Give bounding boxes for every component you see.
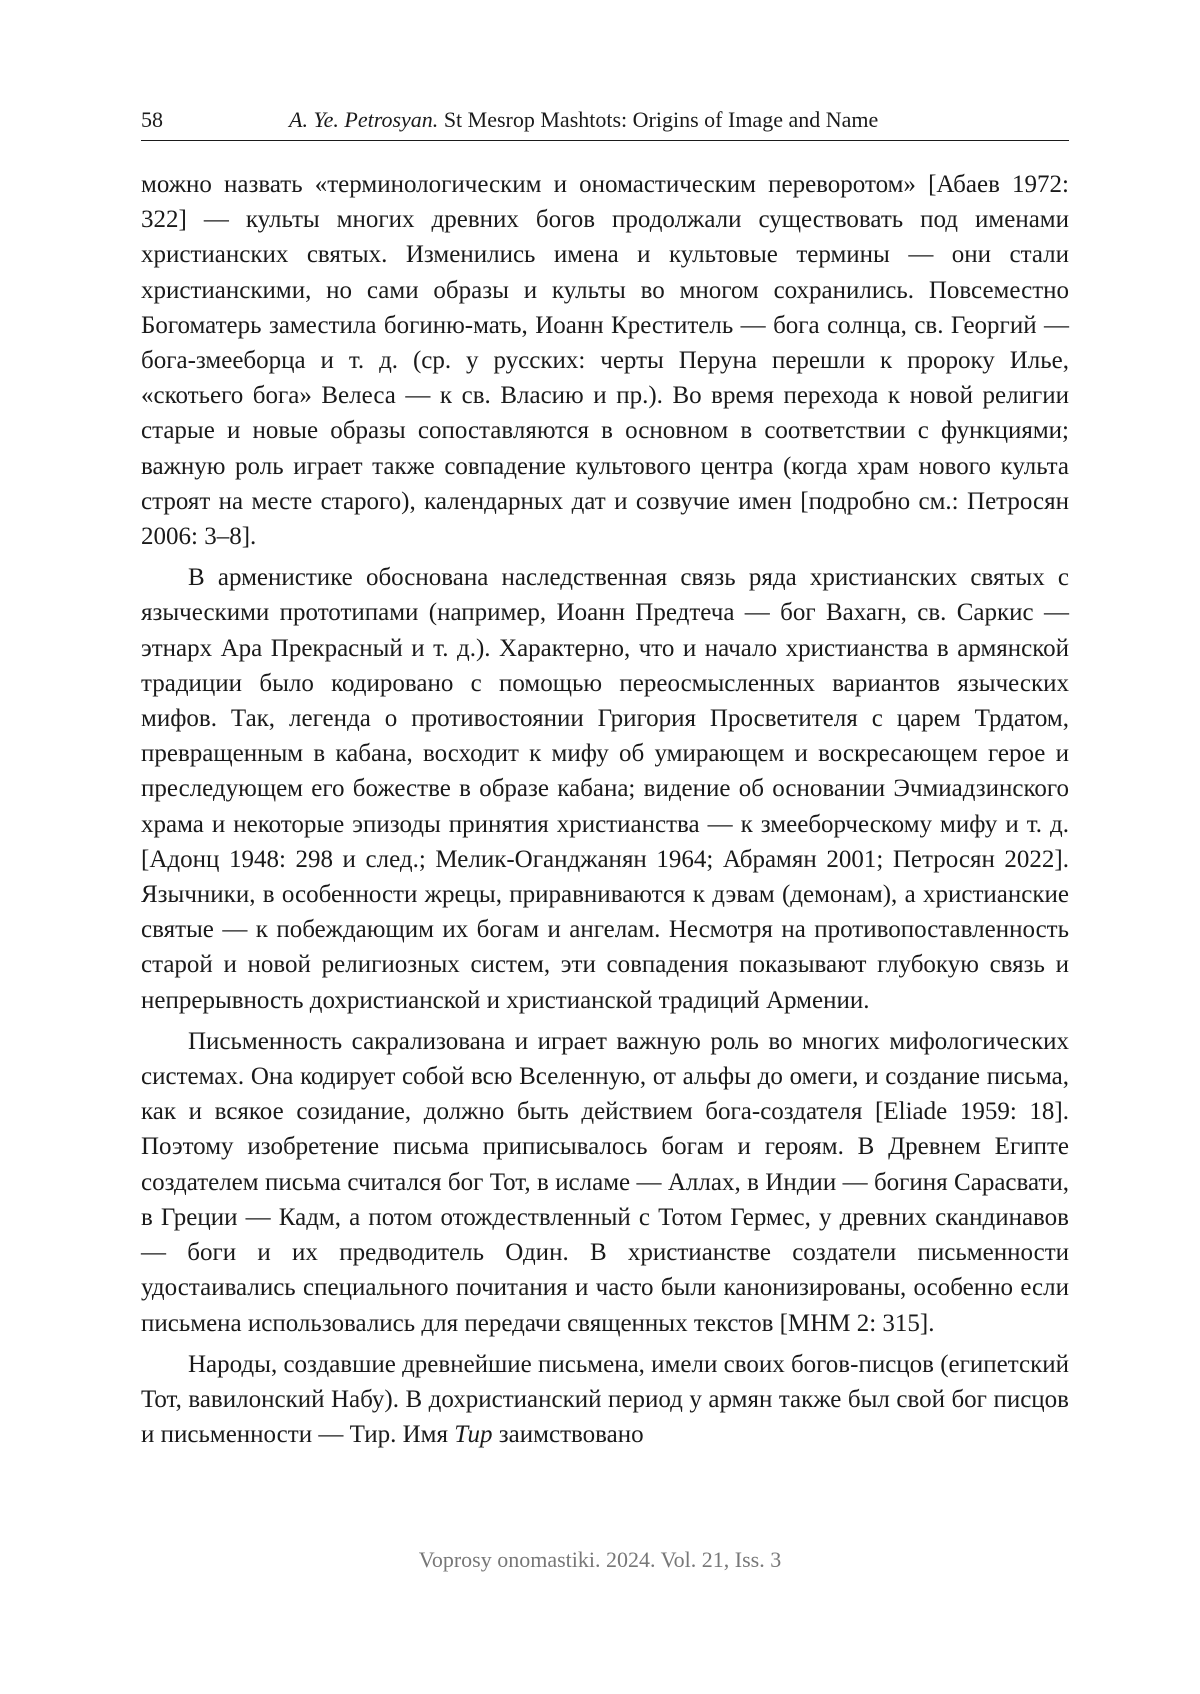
article-body: [141, 167, 1069, 1452]
paragraph-4-end: заимствовано: [493, 1421, 644, 1448]
paragraph-4-italic-term: Тир: [454, 1421, 492, 1448]
paragraph-2: В арменистике обоснована наследственная связь ряда христианских святых с языческими прототипами (например, Иоанн Предтеча — бог Вахагн, св. Саркис — этнарх Ара Прекрасный и т. д.). Характерно, что и начало христианства в армянской традиции было кодировано с помощью переосмысленных вариантов языческих мифов. Так, легенда о противостоянии Григория Просветителя с царем Трдатом, превращенным в кабана, восходит к мифу об умирающем и воскресающем герое и преследующем его божестве в образе кабана; видение об основании Эчмиадзинского храма и некоторые эпизоды принятия христианства — к змееборческому мифу и т. д. [Адонц 1948: 298 и след.; Мелик-Оганджанян 1964; Абрамян 2001; Петросян 2022]. Язычники, в особенности жрецы, приравниваются к дэвам (демонам), а христианские святые — к побеждающим их богам и ангелам. Несмотря на противопоставленность старой и новой религиозных систем, эти совпадения показывают глубокую связь и непрерывность дохристианской и христианской традиций Армении.: [141, 560, 1069, 1018]
paragraph-3: Письменность сакрализована и играет важную роль во многих мифологических системах. Она кодирует собой всю Вселенную, от альфы до омеги, и создание письма, как и всякое созидание, должно быть действием бога-создателя [Eliade 1959: 18]. Поэтому изобретение письма приписывалось богам и героям. В Древнем Египте создателем письма считался бог Тот, в исламе — Аллах, в Индии — богиня Сарасвати, в Греции — Кадм, а потом отождествленный с Тотом Гермес, у древних скандинавов — боги и их предводитель Один. В христианстве создатели письменности удостаивались специального почитания и часто были канонизированы, особенно если письмена использовались для передачи священных текстов [МНМ 2: 315].: [141, 1024, 1069, 1341]
running-author: A. Ye. Petrosyan.: [289, 107, 438, 132]
running-header: [141, 100, 1069, 141]
page-number: 58: [141, 100, 163, 140]
running-title: [289, 100, 878, 140]
paragraph-4-start: Народы, создавшие древнейшие письмена, имели своих богов-писцов (египетский Тот, вавилонский Набу). В дохристианский период у армян также был свой бог писцов и письменности — Тир. Имя: [141, 1351, 1069, 1448]
paragraph-4: [141, 1347, 1069, 1453]
running-footer: Voprosy onomastiki. 2024. Vol. 21, Iss. 3: [0, 1547, 1200, 1573]
running-article-title: St Mesrop Mashtots: Origins of Image and Name: [444, 107, 878, 132]
paragraph-1: можно назвать «терминологическим и ономастическим переворотом» [Абаев 1972: 322] — культы многих древних богов продолжали существовать под именами христианских святых. Изменились имена и культовые термины — они стали христианскими, но сами образы и культы во многом сохранились. Повсеместно Богоматерь заместила богиню-мать, Иоанн Креститель — бога солнца, св. Георгий — бога-змееборца и т. д. (ср. у русских: черты Перуна перешли к пророку Илье, «скотьего бога» Велеса — к св. Власию и пр.). Во время перехода к новой религии старые и новые образы сопоставляются в основном в соответствии с функциями; важную роль играет также совпадение культового центра (когда храм нового культа строят на месте старого), календарных дат и созвучие имен [подробно см.: Петросян 2006: 3–8].: [141, 167, 1069, 554]
